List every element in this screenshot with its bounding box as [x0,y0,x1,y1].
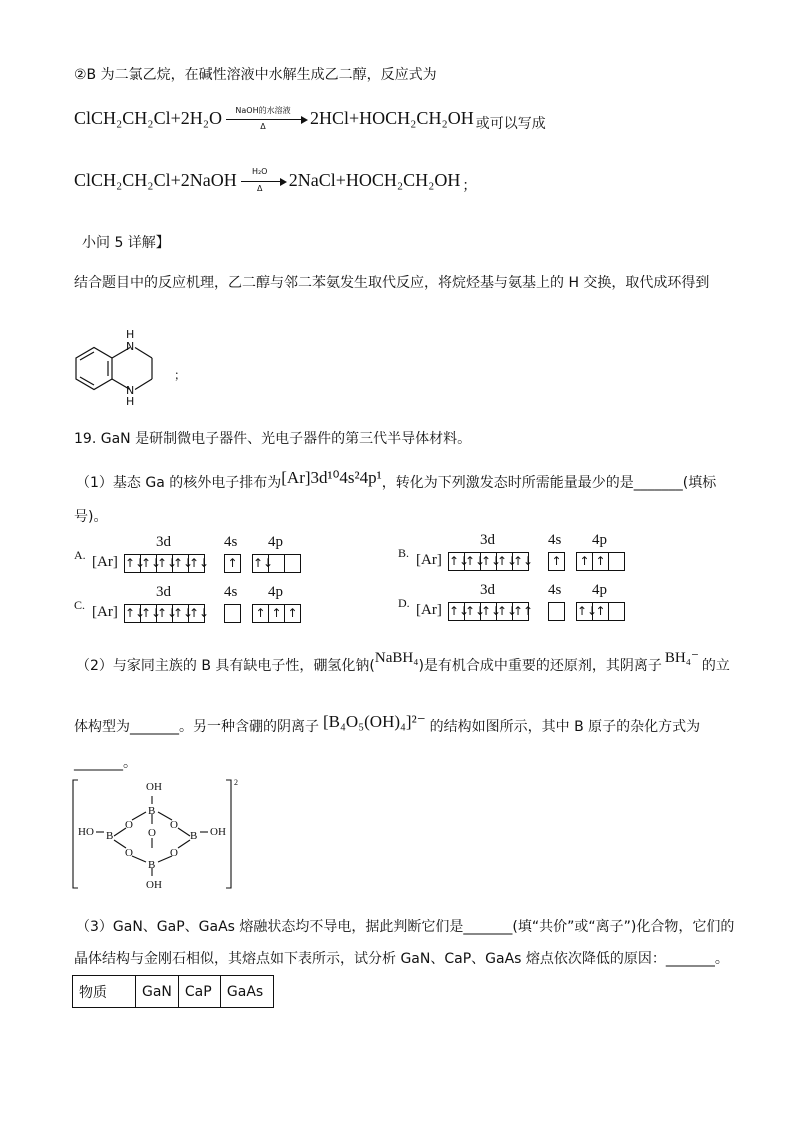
orbital-box-group [448,552,534,571]
orbital-cell: ↑ [253,605,269,622]
orbital-label: 4p [268,534,283,550]
orbital-cell: ↑↓ [141,556,162,570]
svg-text:B: B [148,859,156,871]
orbital-cell [225,605,240,622]
orbital-cell: ↑↓ [157,556,178,570]
structure-n-top: N [126,340,135,353]
q2-suffix: 的立 [701,658,730,674]
structure-h-bottom: H [126,395,135,408]
svg-text:O: O [148,827,156,839]
borate-oh-right: OH [210,826,226,838]
orbital-box-group [224,604,241,623]
orbital-cell: ↑↓ [481,554,502,568]
option-letter: C. [74,598,86,612]
orbital-cell: ↑ [593,553,609,570]
table-header-cell: GaN [136,976,179,1008]
orbital-cell: ↑↓ [449,604,470,618]
orbital-label: 4s [548,582,562,598]
orbital-label: 3d [156,584,171,600]
orbital-box-group [124,554,210,573]
orbital-cell: ↑↓ [465,604,486,618]
orbital-cell: ↑↓ [125,606,146,620]
orbital-cell: ↑↓ [449,554,470,568]
orbital-cell [285,555,300,572]
orbital-cell: ↑ [287,606,298,620]
equation-2-suffix: ； [462,178,477,194]
equation-1 [74,108,546,133]
svg-text:O: O [170,819,178,831]
orbital-cell: ↑↓ [189,556,210,570]
orbital-cell: ↑ [577,553,593,570]
q2-line2-suffix: 的结构如图所示，其中 B 原子的杂化方式为 [429,719,701,735]
eq2-condition-bottom: Δ [256,184,263,194]
orbital-cell: ↑↓ [157,606,178,620]
table-header-cell: CaP [178,976,220,1008]
orbital-box-group [448,602,534,621]
orbital-cell: ↑ [227,556,238,570]
equation-2 [74,167,477,195]
svg-text:B: B [106,830,114,842]
orbital-cell: ↑↓ [513,554,534,568]
svg-text:O: O [125,819,133,831]
orbital-cell: ↑↓ [125,556,146,570]
orbital-cell: ↑ [551,554,562,568]
orbital-box-group [576,552,625,571]
borate-anion-formula: [B₄O₅(OH)₄]²⁻ [323,712,426,731]
nabh4-formula: NaBH₄ [374,650,419,666]
orbital-box-group [548,602,565,621]
orbital-label: 4s [224,584,238,600]
svg-text:OH: OH [146,781,162,793]
orbital-cell: ↑ [593,603,609,620]
question-3-line2: 晶体结构与金刚石相似，其熔点如下表所示，试分析 GaN、CaP、GaAs 熔点依次降低的原因：_______。 [74,951,729,967]
quinoxaline-structure [70,328,190,408]
q2-prefix: （2）与家同主族的 B 具有缺电子性，硼氢化钠( [76,658,375,674]
mechanism-text: 结合题目中的反应机理，乙二醇与邻二苯氨发生取代反应，将烷烃基与氨基上的 H 交换，取代成环得到 [74,275,710,291]
option-prefix: [Ar] [92,554,118,570]
orbital-label: 4p [268,584,283,600]
orbital-cell [609,553,624,570]
q1-prefix: （1）基态 Ga 的核外电子排布为 [76,475,282,491]
orbital-label: 4s [224,534,238,550]
orbital-cell: ↑↓ [481,604,502,618]
svg-text:O: O [170,847,178,859]
orbital-cell [549,603,564,620]
orbital-cell: ↑↓ [189,606,210,620]
question-2-line2 [74,712,700,736]
table-header-cell: 物质 [73,976,136,1008]
equation-1-right: 2HCl+HOCH₂CH₂OH [310,108,474,128]
orbital-label: 4p [592,582,607,598]
orbital-cell: ↑↓ [497,604,518,618]
borate-charge: 2 [234,778,238,787]
table-row [73,976,274,1008]
svg-text:B: B [190,830,198,842]
structure-n-bottom: N [126,384,135,397]
reaction-arrow-icon [226,106,306,132]
equation-2-right: 2NaCl+HOCH₂CH₂OH [288,170,461,190]
question-19: 19. GaN 是研制微电子器件、光电子器件的第三代半导体材料。 [74,431,472,447]
option-letter: B. [398,546,410,560]
orbital-label: 4p [592,532,607,548]
orbital-box-group [576,602,625,621]
svg-text:O: O [125,847,133,859]
option-prefix: [Ar] [92,604,118,620]
svg-text:OH: OH [146,879,162,891]
ga-configuration: [Ar]3d¹⁰4s²4p¹ [281,468,382,487]
orbital-box-group [124,604,210,623]
eq1-condition-top: NaOH的水溶液 [235,106,291,116]
borate-ho-left: HO [78,826,94,838]
orbital-box-group [548,552,565,571]
question-2-line1 [76,648,730,675]
section-heading: 小问 5 详解】 [82,235,170,251]
melting-point-table [72,975,274,1008]
orbital-box-group [224,554,241,573]
orbital-cell: ↑↑ [513,604,534,618]
option-letter: D. [398,596,410,610]
table-header-cell: GaAs [220,976,273,1008]
orbital-cell: ↑↓ [173,556,194,570]
q2-middle: )是有机合成中重要的还原剂，其阴离子 [418,658,662,674]
orbital-label: 3d [156,534,171,550]
borate-structure [70,776,240,892]
bh4-anion: BH₄⁻ [664,650,699,666]
q2-line2-prefix: 体构型为_______。另一种含硼的阴离子 [74,719,319,735]
equation-2-left: ClCH₂CH₂Cl+2NaOH [74,170,237,190]
question-2-line3: _______。 [74,755,137,771]
eq1-condition-bottom: Δ [260,122,266,132]
orbital-cell: ↑↓ [141,606,162,620]
orbital-cell [269,555,285,572]
option-prefix: [Ar] [416,602,442,618]
orbital-cell: ↑↓ [173,606,194,620]
orbital-cell: ↑↓ [577,604,598,618]
orbital-label: 4s [548,532,562,548]
orbital-cell: ↑↓ [497,554,518,568]
eq2-condition-top: H₂O [251,167,268,177]
structure-suffix: ； [174,368,187,382]
orbital-box-group [252,604,301,623]
reaction-arrow-icon [241,167,285,194]
option-prefix: [Ar] [416,552,442,568]
structure-h-top: H [126,328,135,341]
orbital-cell [609,603,624,620]
orbital-cell: ↑↓ [465,554,486,568]
orbital-label: 3d [480,532,495,548]
question-1-line2: 号)。 [74,509,108,525]
question-1-line1 [76,468,716,492]
orbital-cell: ↑↓ [253,556,274,570]
orbital-box-group [252,554,301,573]
orbital-cell: ↑ [269,605,285,622]
svg-text:B: B [148,805,156,817]
equation-1-left: ClCH₂CH₂Cl+2H₂O [74,108,222,128]
q1-suffix: ，转化为下列激发态时所需能量最少的是_______(填标 [381,475,717,491]
intro-line: ②B 为二氯乙烷，在碱性溶液中水解生成乙二醇，反应式为 [74,67,437,83]
orbital-label: 3d [480,582,495,598]
equation-1-suffix: 或可以写成 [475,116,546,132]
question-3-line1: （3）GaN、GaP、GaAs 熔融状态均不导电，据此判断它们是_______(填“共价”或“离子”)化合物，它们的 [76,919,735,935]
option-letter: A. [74,548,86,562]
